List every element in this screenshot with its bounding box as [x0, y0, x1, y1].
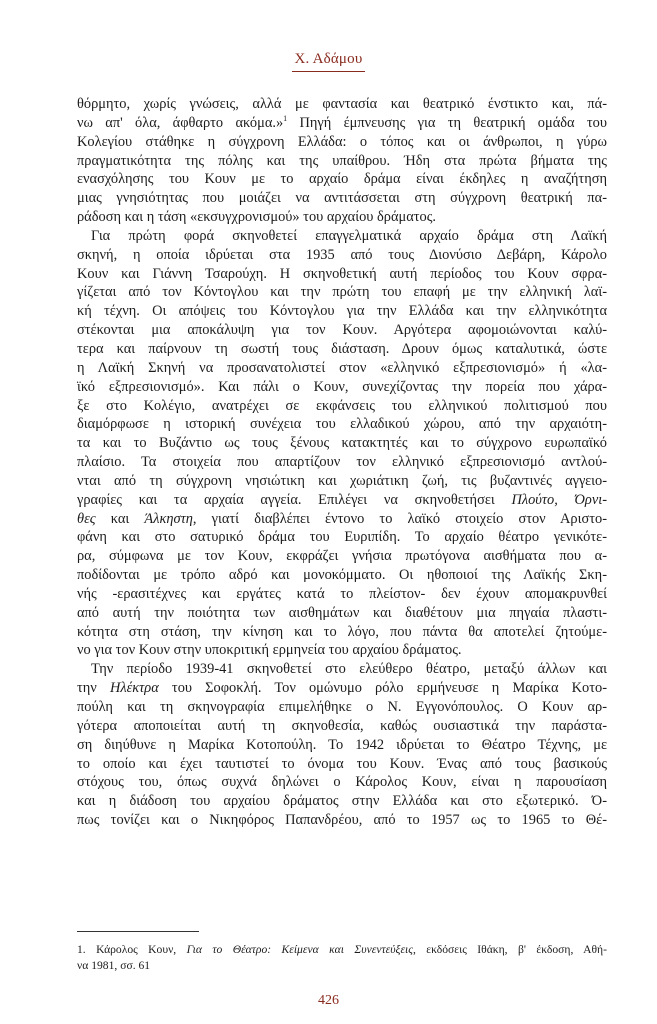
text-line: η Λαϊκή Σκηνή να προσανατολιστεί στον «ελληνικό εξπρεσιονισμό» ή «λα-: [77, 359, 607, 376]
footnote-divider: [77, 931, 199, 932]
text-line: διαμόρφωσε η ιστορική συνέχεια του ελλαδικού χώρου, από την αρχαιότη-: [77, 416, 607, 433]
text-line: νο για τον Κουν στην υποκριτική ερμηνεία του αρχαίου δράματος.: [77, 642, 462, 659]
text-line: νω απ' όλα, άφθαρτο ακόμα.»$^1$ Πηγή έμπνευσης για τη θεατρική ομάδα του: [77, 114, 608, 131]
text-line: πούλη και τη σκηνογραφία επιμελήθηκε ο Ν. Εγγονόπουλος. Ο Κουν αρ-: [77, 699, 607, 715]
text-line: και η διάδοση του αρχαίου δράματος στην Ελλάδα και στο εξωτερικό. Ό-: [77, 793, 607, 810]
text-line: κή τέχνη. Οι απόψεις του Κόντογλου για την Ελλάδα και την ελληνικότητα: [77, 303, 607, 320]
text-line: πλαίσιο. Τα στοιχεία που απαρτίζουν τον ελληνικό εξπρεσιονισμό αντλού-: [77, 454, 607, 471]
running-header: [0, 50, 657, 72]
footnote-ref[interactable]: 1: [283, 114, 288, 124]
text-line: γίζεται από τον Κόντογλου και την πρώτη του επαφή με την ελληνική λαϊ-: [77, 284, 607, 301]
header-author: Χ. Αδάμου: [292, 51, 364, 72]
text-line: στόχους του, όπως συχνά δηλώνει ο Κάρολος Κουν, είναι η παρουσίαση: [77, 774, 607, 791]
text-line: το οποίο και έχει ταυτιστεί το όνομα του Κουν. Ένας από τους βασικούς: [77, 755, 607, 772]
text-line: πραγματικότητα της πόλης και της υπαίθρου. Ήδη στα πρώτα βήματα της: [77, 152, 607, 169]
text-line: ενασχόλησης του Κουν με το αρχαίο δράμα είναι έκδηλες η αναζήτηση: [77, 171, 607, 188]
text-line: κότητα στη στάση, την κίνηση και το λόγο, που πάντα θα αποτελεί ζητούμε-: [77, 623, 607, 640]
text-line: ράδοση και η τάση «εκσυγχρονισμού» του αρχαίου δράματος.: [77, 209, 437, 226]
text-line: θες και Άλκηστη, γιατί διαβλέπει έντονο το λαϊκό στοιχείο στον Αριστο-: [77, 510, 607, 527]
text-line: Κολεγίου στάθηκε η σύγχρονη Ελλάδα: ο τόπος και οι άνθρωποι, η γύρω: [77, 133, 607, 150]
text-line: νται από τη σύγχρονη νησιώτικη και χωριάτικη ζωή, τις βυζαντινές αγγειο-: [77, 472, 607, 489]
text-line: σκηνή, η οποία ιδρύεται στα 1935 από τους Διονύσιο Δεβάρη, Κάρολο: [77, 246, 607, 263]
text-line: Για πρώτη φορά σκηνοθετεί επαγγελματικά αρχαίο δράμα στη Λαϊκή: [91, 227, 607, 244]
text-line: γότερα αποποιείται αυτή τη σκηνοθεσία, καθώς ουσιαστικά την παράστα-: [77, 717, 607, 734]
footnote: [77, 942, 607, 973]
text-line: στέκονται μια αποκάλυψη για τον Κουν. Αργότερα αφομοιώνονται καλύ-: [77, 322, 607, 339]
text-line: ση διηύθυνε η Μαρίκα Κοτοπούλη. Το 1942 ιδρύεται το Θέατρο Τέχνης, με: [77, 736, 607, 753]
text-line: μιας γνησιότητας που μοιάζει να αντιτάσσεται στη σύγχρονη θεατρική πα-: [77, 190, 607, 207]
footnote-line: να 1981, σσ. 61: [77, 958, 151, 972]
body-text: [77, 95, 607, 830]
footnote-line: 1. Κάρολος Κουν, Για το Θέατρο: Κείμενα και Συνεντεύξεις, εκδόσεις Ιθάκη, β' έκδοση, Αθή-: [77, 943, 607, 956]
text-line: τα και το Βυζάντιο ως τους ξένους κατακτητές και το σύγχρονο ευρωπαϊκό: [77, 435, 607, 452]
text-line: νής -ερασιτέχνες και εργάτες κατά το πλείστον- δεν έχουν απομακρυνθεί: [77, 585, 607, 602]
text-line: ξε στο Κολέγιο, ανατρέχει σε εκφάνσεις του ελληνικού πολιτισμού που: [77, 397, 607, 414]
text-line: ϊκό εξπρεσιονισμό». Και πάλι ο Κουν, συνεχίζοντας την πορεία που χάρα-: [77, 378, 607, 395]
text-line: πως τονίζει και ο Νικηφόρος Παπανδρέου, από το 1957 ως το 1965 το Θέ-: [77, 812, 607, 829]
text-line: Κουν και Γιάννη Τσαρούχη. Η σκηνοθετική αυτή περίοδος του Κουν σφρα-: [77, 265, 607, 282]
text-line: φάνη και στο σατυρικό δράμα του Ευριπίδη. Το αρχαίο θέατρο γενικότε-: [77, 529, 607, 546]
text-line: γραφίες και τα αρχαία αγγεία. Επιλέγει να σκηνοθετήσει Πλούτο, Όρνι-: [77, 491, 607, 508]
text-line: Την περίοδο 1939-41 σκηνοθετεί στο ελεύθερο θέατρο, μεταξύ άλλων και: [91, 661, 607, 678]
text-line: από αυτή την ποιότητα των αισθημάτων και διαθέτουν μια πηγαία πλαστι-: [77, 604, 607, 621]
page-number: 426: [318, 993, 339, 1008]
text-line: ποδίδονται με τρόπο αδρό και μονοκόμματο. Οι ηθοποιοί της Λαϊκής Σκη-: [77, 567, 607, 584]
text-line: θόρμητο, χωρίς γνώσεις, αλλά με φαντασία και θεατρικό ένστικτο και, πά-: [77, 96, 607, 112]
text-line: τερα και παίρνουν τη σωστή τους διάσταση. Δρουν όμως καταλυτικά, ώστε: [77, 340, 607, 357]
text-line: την Ηλέκτρα του Σοφοκλή. Τον ομώνυμο ρόλο ερμήνευσε η Μαρίκα Κοτο-: [77, 680, 607, 697]
text-line: ρα, σύμφωνα με τον Κουν, εκφράζει γνήσια πρωτόγονα αισθήματα που α-: [77, 548, 607, 565]
